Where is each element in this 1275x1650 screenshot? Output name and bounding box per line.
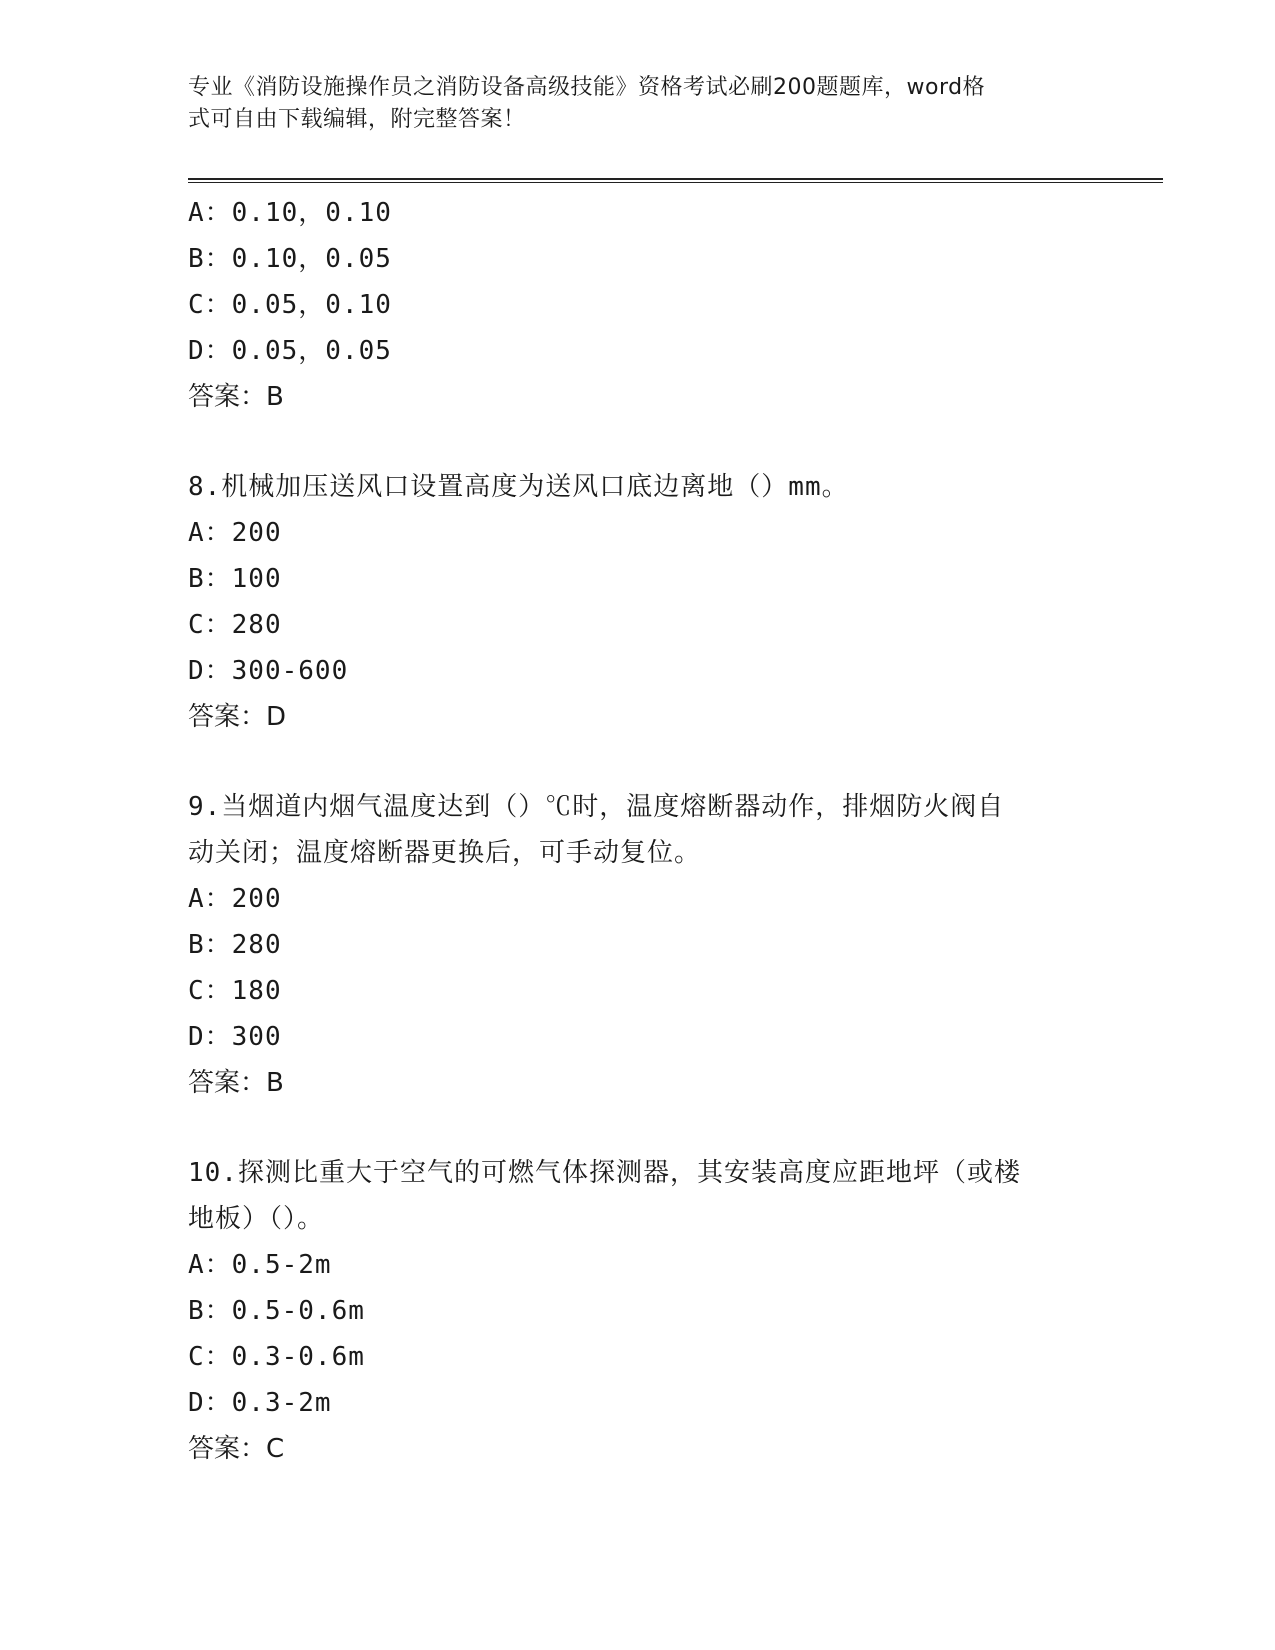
question-stem-continued: 动关闭；温度熔断器更换后，可手动复位。 [188,838,702,868]
question-stem-continued: 地板）（）。 [188,1204,325,1234]
option-b: B：0.5-0.6m [188,1296,365,1326]
option-b: B：0.10，0.05 [188,244,392,274]
question-list [188,190,1088,1472]
option-c: C：280 [188,610,282,640]
option-a: A：200 [188,518,282,548]
option-c: C：180 [188,976,282,1006]
option-d: D：300-600 [188,656,349,686]
option-c: C：0.3-0.6m [188,1342,365,1372]
option-d: D：300 [188,1022,282,1052]
option-b: B：280 [188,930,282,960]
option-a: A：0.10，0.10 [188,198,392,228]
option-c: C：0.05，0.10 [188,290,392,320]
spacer [188,1106,1088,1150]
answer: 答案：C [188,1434,285,1464]
answer: 答案：B [188,1068,284,1098]
header-divider [188,178,1163,183]
option-a: A：0.5-2m [188,1250,332,1280]
option-a: A：200 [188,884,282,914]
spacer [188,420,1088,464]
answer: 答案：B [188,382,284,412]
option-d: D：0.05，0.05 [188,336,392,366]
answer: 答案：D [188,702,287,732]
header-line-1: 专业《消防设施操作员之消防设备高级技能》资格考试必刷200题题库，word格 [188,75,986,100]
question-7 [188,190,1088,420]
question-9 [188,784,1088,1106]
header-line-2: 式可自由下载编辑，附完整答案！ [188,107,526,132]
question-stem: 9.当烟道内烟气温度达到（）℃时，温度熔断器动作，排烟防火阀自 [188,792,1005,822]
question-stem: 8.机械加压送风口设置高度为送风口底边离地（）mm。 [188,472,849,502]
question-10 [188,1150,1088,1472]
question-8 [188,464,1088,740]
spacer [188,740,1088,784]
question-stem: 10.探测比重大于空气的可燃气体探测器，其安装高度应距地坪（或楼 [188,1158,1021,1188]
option-b: B：100 [188,564,282,594]
document-header [188,72,1068,136]
option-d: D：0.3-2m [188,1388,332,1418]
